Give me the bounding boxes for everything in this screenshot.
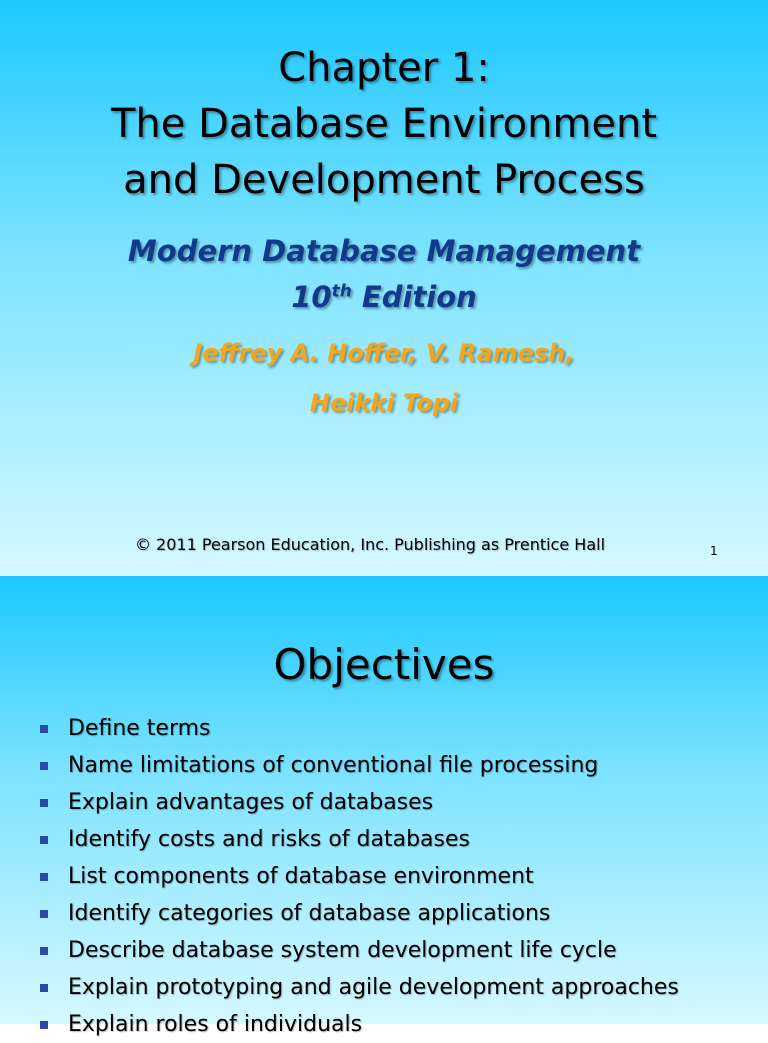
list-item-text: Name limitations of conventional file processing (68, 753, 599, 778)
authors-line-2: Heikki Topi (309, 389, 459, 417)
list-item (40, 1006, 679, 1043)
list-item (40, 821, 679, 858)
copyright-footer: © 2011 Pearson Education, Inc. Publishing as Prentice Hall (134, 535, 606, 554)
edition-number: 10 (291, 280, 332, 314)
list-item (40, 710, 679, 747)
square-bullet-icon (40, 762, 48, 770)
list-item-text: List components of database environment (68, 864, 534, 889)
list-item (40, 969, 679, 1006)
edition-suffix: th (331, 281, 352, 302)
slide-title (0, 40, 768, 208)
edition-line (0, 274, 768, 320)
square-bullet-icon (40, 836, 48, 844)
square-bullet-icon (40, 984, 48, 992)
authors (0, 328, 768, 428)
list-item-text: Identify costs and risks of databases (68, 827, 470, 852)
edition-word: Edition (361, 280, 477, 314)
list-item-text: Describe database system development life cycle (68, 938, 617, 963)
slide-2 (0, 576, 768, 1037)
page-number: 1 (710, 544, 718, 558)
book-subtitle (0, 228, 768, 320)
authors-line-1: Jeffrey A. Hoffer, V. Ramesh, (193, 339, 575, 367)
list-item-text: Explain roles of individuals (68, 1012, 363, 1037)
title-line-3: and Development Process (123, 157, 645, 203)
title-line-1: Chapter 1: (278, 45, 490, 91)
square-bullet-icon (40, 947, 48, 955)
list-item-text: Explain prototyping and agile development approaches (68, 975, 679, 1000)
list-item (40, 747, 679, 784)
list-item-text: Explain advantages of databases (68, 790, 434, 815)
objectives-list (40, 710, 679, 1043)
list-item-text: Define terms (68, 716, 211, 741)
square-bullet-icon (40, 910, 48, 918)
book-title: Modern Database Management (127, 234, 641, 268)
list-item-text: Identify categories of database applications (68, 901, 551, 926)
list-item (40, 858, 679, 895)
square-bullet-icon (40, 1021, 48, 1029)
square-bullet-icon (40, 799, 48, 807)
square-bullet-icon (40, 873, 48, 881)
list-item (40, 784, 679, 821)
list-item (40, 932, 679, 969)
title-line-2: The Database Environment (110, 101, 658, 147)
objectives-title: Objectives (273, 640, 495, 689)
list-item (40, 895, 679, 932)
square-bullet-icon (40, 725, 48, 733)
